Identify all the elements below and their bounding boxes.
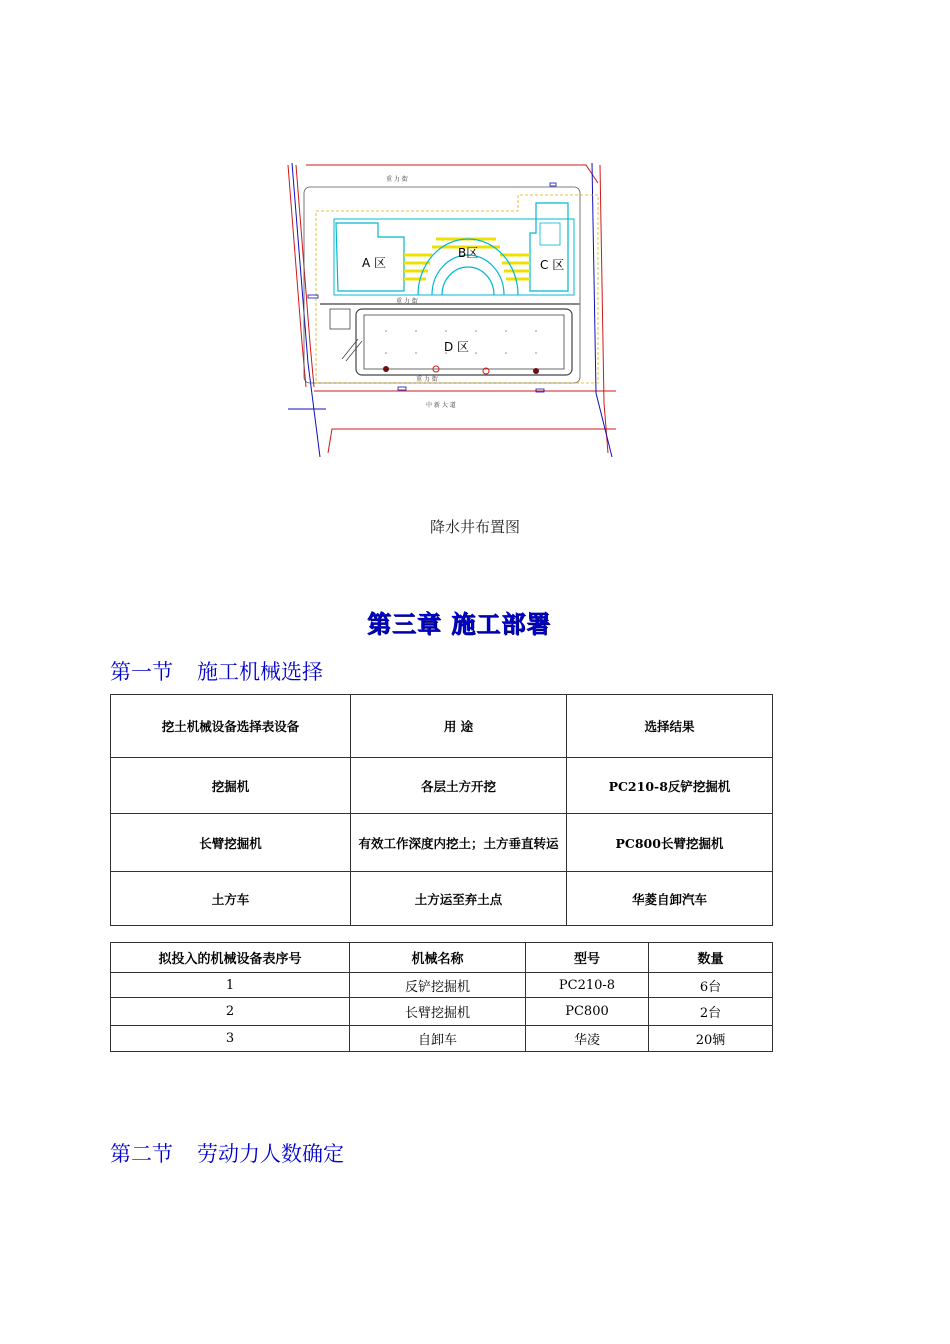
figure-caption: 降水井布置图 xyxy=(429,518,520,536)
table-cell: 挖掘机 xyxy=(111,758,351,814)
zone-c-label: C 区 xyxy=(540,258,565,272)
table-cell: 有效工作深度内挖土；土方垂直转运 xyxy=(351,814,567,872)
table-cell: 土方车 xyxy=(111,872,351,926)
zone-b-label: B区 xyxy=(458,246,479,260)
table-cell: 6台 xyxy=(649,973,773,998)
table-cell: PC800 xyxy=(526,998,649,1026)
table-header: 机械名称 xyxy=(350,943,526,973)
road-label-bottom: 重 力 街 xyxy=(416,376,438,383)
table-cell: 20辆 xyxy=(649,1026,773,1052)
planned-equipment-table xyxy=(110,942,773,1052)
table-cell: 1 xyxy=(111,973,350,998)
section-heading-2 xyxy=(110,1138,344,1168)
section-title: 劳动力人数确定 xyxy=(197,1142,344,1166)
section-heading-1 xyxy=(110,656,323,686)
table-cell: 华菱自卸汽车 xyxy=(567,872,773,926)
table-cell: 2 xyxy=(111,998,350,1026)
table-cell: 选择结果 xyxy=(567,695,773,758)
table-cell: 各层土方开挖 xyxy=(351,758,567,814)
road-label-top: 重 力 街 xyxy=(386,176,408,183)
table-cell: 反铲挖掘机 xyxy=(350,973,526,998)
table-cell: 土方运至弃土点 xyxy=(351,872,567,926)
chapter-title: 第三章 施工部署 xyxy=(366,610,552,638)
table-cell: 用 途 xyxy=(351,695,567,758)
section-number: 第一节 xyxy=(110,660,173,684)
table-cell: PC210-8反铲挖掘机 xyxy=(567,758,773,814)
road-label-mid: 重 力 街 xyxy=(396,298,418,305)
table-cell: PC800长臂挖掘机 xyxy=(567,814,773,872)
zone-a-label: A 区 xyxy=(362,256,387,270)
excavation-equipment-table xyxy=(110,694,773,926)
avenue-label: 中 新 大 道 xyxy=(426,402,456,409)
table-cell: 挖土机械设备选择表设备 xyxy=(111,695,351,758)
table-header: 数量 xyxy=(649,943,773,973)
zone-d-label: D 区 xyxy=(444,340,470,354)
table-cell: 长臂挖掘机 xyxy=(111,814,351,872)
section-title: 施工机械选择 xyxy=(197,660,323,684)
table-cell: 华凌 xyxy=(526,1026,649,1052)
well-layout-drawing xyxy=(286,163,626,457)
table-cell: 长臂挖掘机 xyxy=(350,998,526,1026)
section-number: 第二节 xyxy=(110,1142,173,1166)
table-header: 拟投入的机械设备表序号 xyxy=(111,943,350,973)
table-cell: PC210-8 xyxy=(526,973,649,998)
table-cell: 2台 xyxy=(649,998,773,1026)
table-cell: 自卸车 xyxy=(350,1026,526,1052)
table-cell: 3 xyxy=(111,1026,350,1052)
table-header: 型号 xyxy=(526,943,649,973)
